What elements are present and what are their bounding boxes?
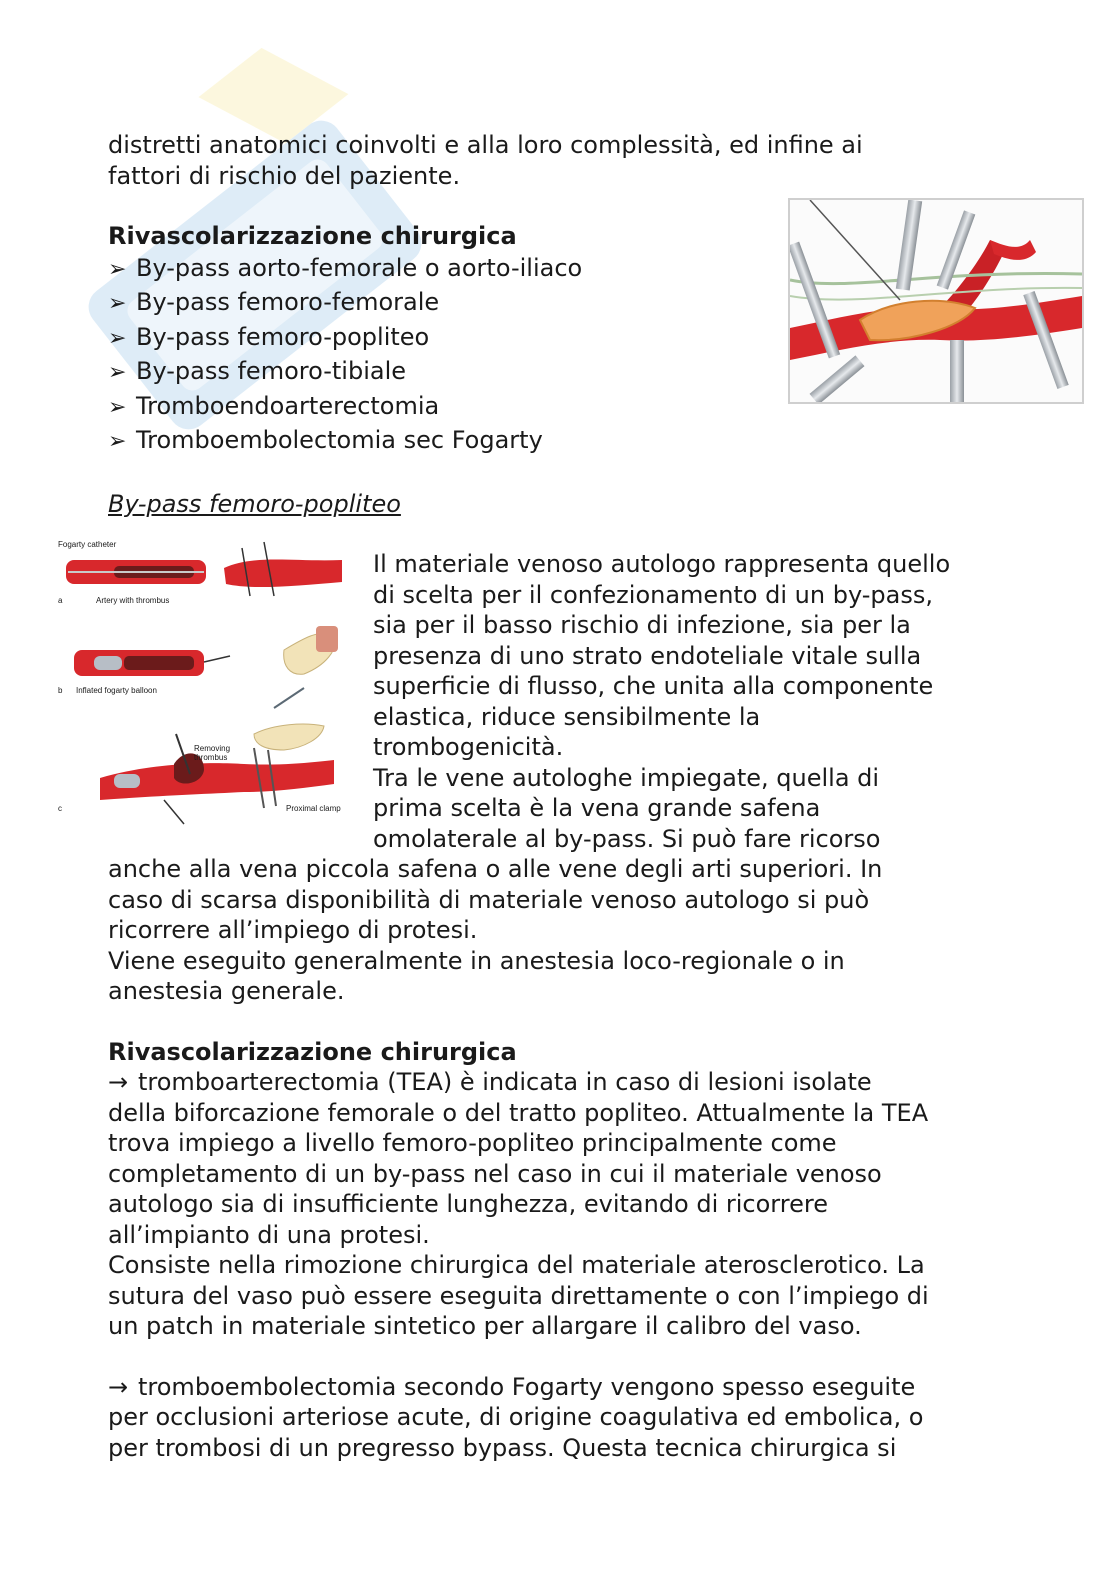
text-line: un patch in materiale sintetico per allargare il calibro del vaso. <box>108 1312 862 1340</box>
text-line: Viene eseguito generalmente in anestesia loco-regionale o in <box>108 946 845 975</box>
bullet-arrow-icon: ➢ <box>108 256 127 282</box>
arrow-icon: → <box>108 1068 129 1096</box>
fig-label-artery: Artery with thrombus <box>96 596 170 605</box>
arrow-icon: → <box>108 1372 129 1401</box>
text-line: completamento di un by-pass nel caso in cui il materiale venoso <box>108 1159 882 1188</box>
bullet-arrow-icon: ➢ <box>108 394 127 420</box>
bullet-arrow-icon: ➢ <box>108 360 127 385</box>
text-line: trombogenicità. <box>373 733 564 761</box>
document-page <box>108 130 1008 1463</box>
text-line: sia per il basso rischio di infezione, sia per la <box>373 611 911 639</box>
fig-label-catheter: Fogarty catheter <box>58 540 117 549</box>
text-line: omolaterale al by-pass. Si può fare ricorso <box>373 824 881 853</box>
text-line: anche alla vena piccola safena o alle vene degli arti superiori. In <box>108 855 883 883</box>
text-line: per occlusioni arteriose acute, di origine coagulativa ed embolica, o <box>108 1403 924 1431</box>
text-line: per trombosi di un pregresso bypass. Questa tecnica chirurgica si <box>108 1433 897 1462</box>
fig-label-c: c <box>58 804 62 813</box>
text-line: sutura del vaso può essere eseguita direttamente o con l’impiego di <box>108 1281 929 1310</box>
fig-label-balloon: Inflated fogarty balloon <box>76 686 157 695</box>
text-line: Tra le vene autologhe impiegate, quella di <box>373 763 880 792</box>
text-line: caso di scarsa disponibilità di materiale venoso autologo si può <box>108 885 870 914</box>
text-line: Il materiale venoso autologo rappresenta quello <box>373 550 951 578</box>
bypass-paragraph-wrapped <box>373 549 1008 854</box>
list-item: ➢ Tromboembolectomia sec Fogarty <box>108 424 1008 459</box>
text-line: anestesia generale. <box>108 977 345 1005</box>
text-line: di scelta per il confezionamento di un by-pass, <box>373 580 933 609</box>
text-line: → tromboembolectomia secondo Fogarty vengono spesso eseguite <box>108 1372 916 1401</box>
list-item: ➢ By-pass femoro-femorale <box>108 286 1008 321</box>
text-line: → tromboarterectomia (TEA) è indicata in caso di lesioni isolate <box>108 1068 872 1096</box>
fig-label-removing: Removing <box>194 744 231 753</box>
text-line: ricorrere all’impiego di protesi. <box>108 916 478 944</box>
fogarty-paragraph <box>108 1372 1008 1464</box>
text-line: autologo sia di insufficiente lunghezza, evitando di ricorrere <box>108 1190 828 1218</box>
list-item: ➢ By-pass aorto-femorale o aorto-iliaco <box>108 252 1008 287</box>
list-item: ➢ By-pass femoro-tibiale <box>108 355 1008 390</box>
intro-line: fattori di rischio del paziente. <box>108 161 461 190</box>
text-line: all’impianto di una protesi. <box>108 1220 430 1249</box>
fig-label-b: b <box>58 686 63 695</box>
text-line: della biforcazione femorale o del tratto popliteo. Attualmente la TEA <box>108 1098 929 1127</box>
bullet-arrow-icon: ➢ <box>108 429 127 454</box>
section-heading: Rivascolarizzazione chirurgica <box>108 1037 517 1066</box>
text-line: prima scelta è la vena grande safena <box>373 794 821 822</box>
fig-label-a: a <box>58 596 63 605</box>
list-item: ➢ Tromboendoarterectomia <box>108 390 1008 425</box>
fig-label-clamp: Proximal clamp <box>286 804 341 813</box>
text-line: trova impiego a livello femoro-popliteo principalmente come <box>108 1129 837 1157</box>
text-line: Consiste nella rimozione chirurgica del materiale aterosclerotico. La <box>108 1251 925 1279</box>
list-item: ➢ By-pass femoro-popliteo <box>108 321 1008 356</box>
section-heading: Rivascolarizzazione chirurgica <box>108 222 517 250</box>
tea-paragraph <box>108 1067 1008 1342</box>
bullet-arrow-icon: ➢ <box>108 325 127 351</box>
subsection-title: By-pass femoro-popliteo <box>108 489 401 518</box>
procedure-list <box>108 252 1008 459</box>
fig-label-thrombus: thrombus <box>194 753 228 762</box>
bullet-arrow-icon: ➢ <box>108 291 127 316</box>
text-line: elastica, riduce sensibilmente la <box>373 702 761 731</box>
text-line: presenza di uno strato endoteliale vitale sulla <box>373 641 922 670</box>
bypass-paragraph-full <box>108 854 1008 1007</box>
text-line: superficie di flusso, che unita alla componente <box>373 672 934 700</box>
intro-line: distretti anatomici coinvolti e alla loro complessità, ed infine ai <box>108 131 863 159</box>
